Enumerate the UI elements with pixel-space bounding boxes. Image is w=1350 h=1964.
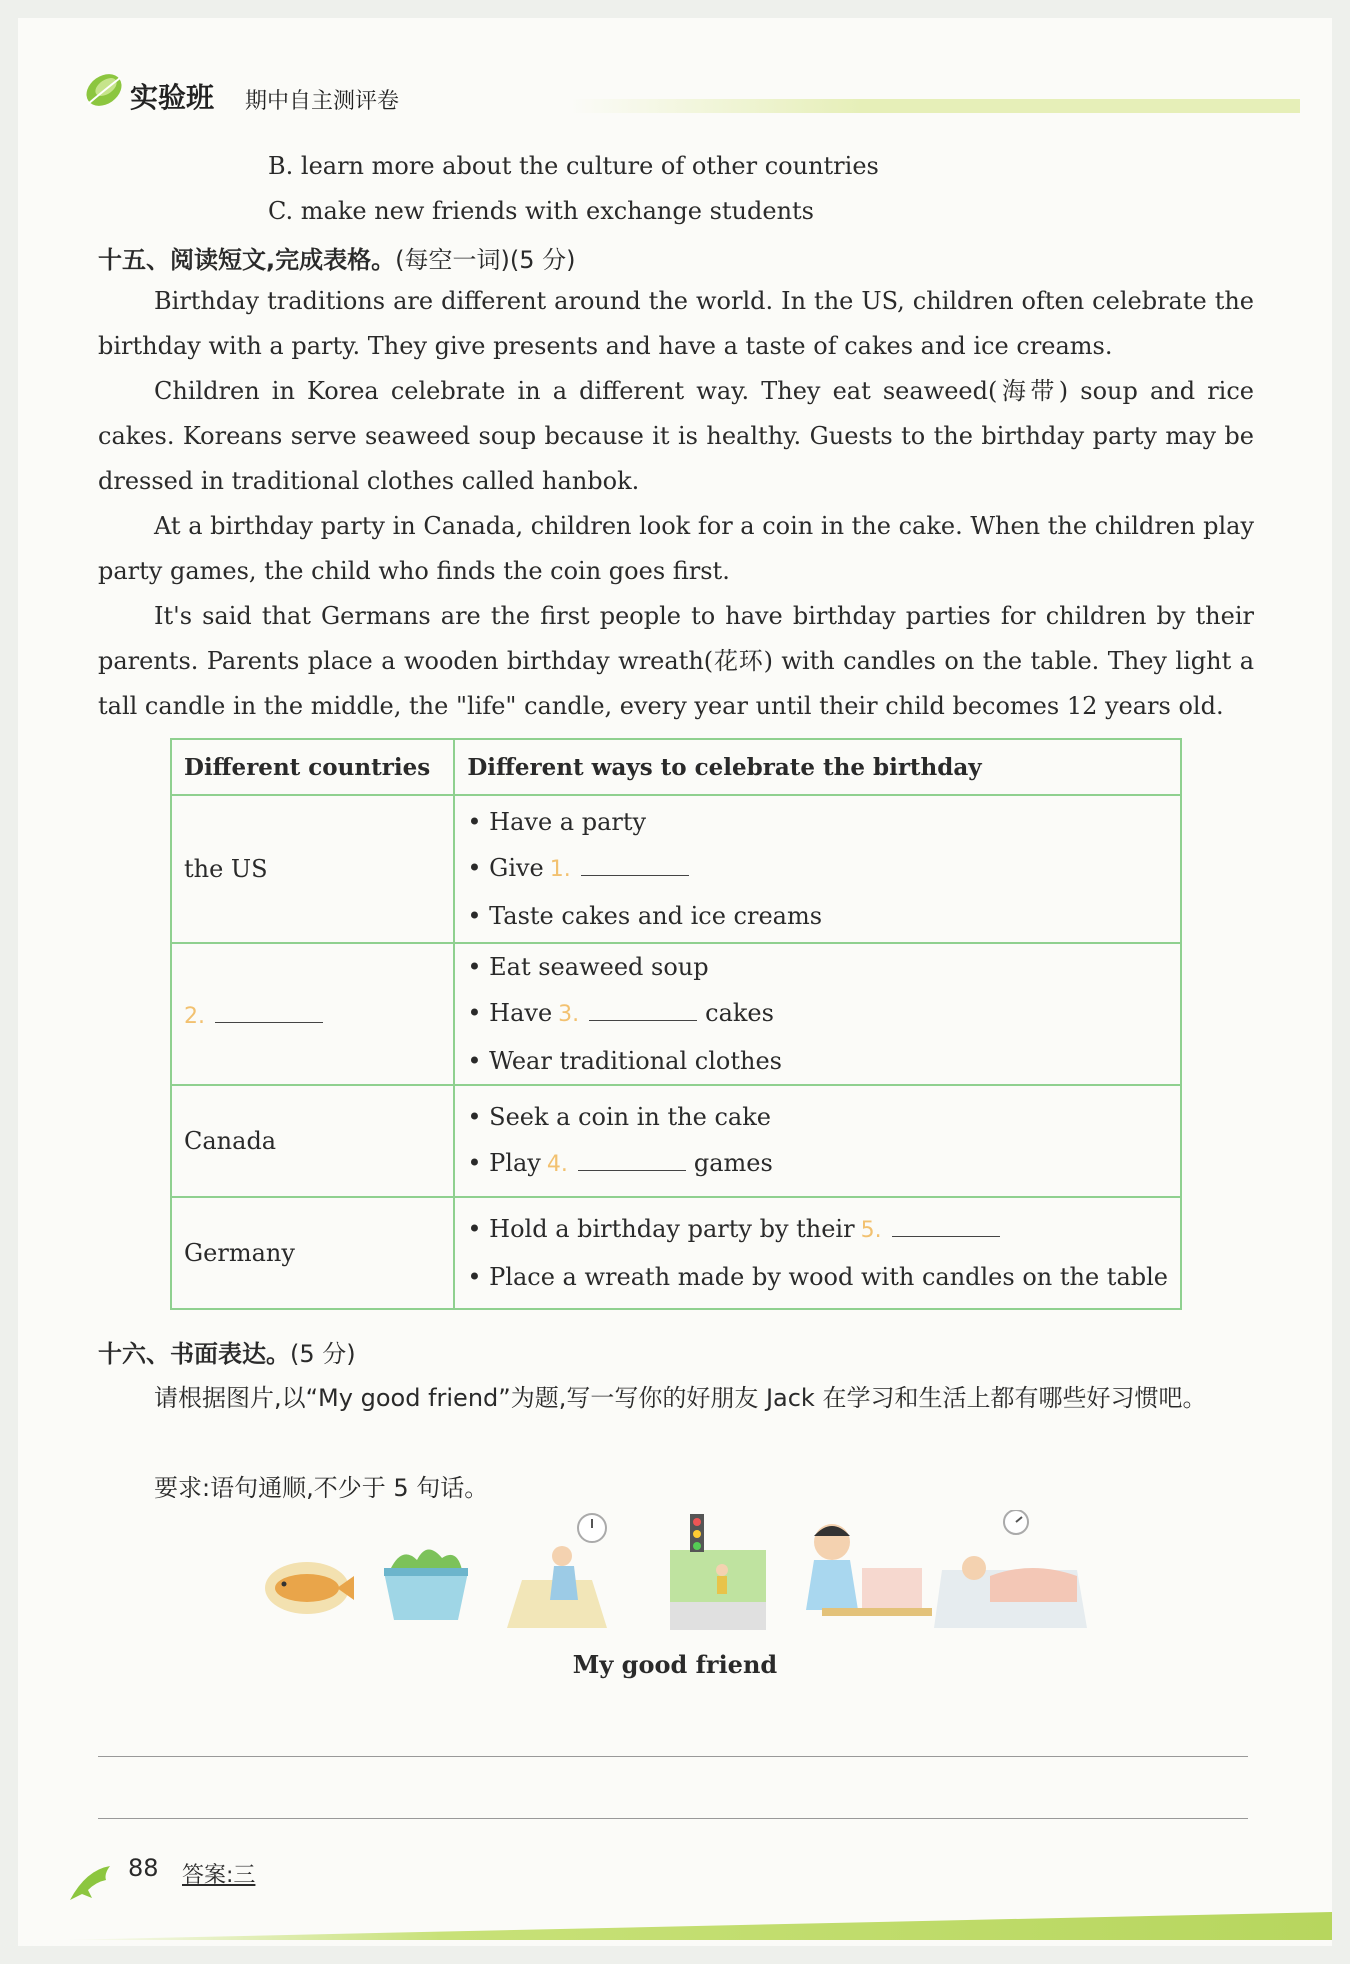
- section-16-heading: 十六、书面表达。: [98, 1340, 290, 1368]
- table-row: [171, 1197, 1181, 1309]
- header-ways: Different ways to celebrate the birthday: [454, 739, 1181, 795]
- essay-requirement: 要求:语句通顺,不少于 5 句话。: [154, 1474, 489, 1502]
- item-text: Give: [489, 854, 544, 882]
- reading-passage: [98, 279, 1254, 729]
- country-cell: Germany: [171, 1197, 454, 1309]
- list-item: • Seek a coin in the cake: [467, 1103, 771, 1131]
- passage-paragraph: At a birthday party in Canada, children look for a coin in the cake. When the children play party games, the child who finds the coin goes first.: [98, 512, 1254, 585]
- blank-number: 5.: [860, 1218, 882, 1243]
- leaf-logo-icon: [82, 70, 126, 110]
- list-item: • Have 3. cakes: [467, 999, 774, 1027]
- ways-cell: [454, 795, 1181, 943]
- table-row: [171, 795, 1181, 943]
- passage-paragraph: It's said that Germans are the first people to have birthday parties for children by their parents. Parents place a wooden birthday wreath(花环) with candles on the table. They light a tall candle in the middle, the "life" candle, every year until their child becomes 12 years old.: [98, 602, 1254, 720]
- blank-number: 1.: [549, 857, 571, 882]
- answer-blank-3[interactable]: [589, 998, 697, 1021]
- list-item: • Give 1.: [467, 845, 1168, 893]
- passage-paragraph: Children in Korea celebrate in a different way. They eat seaweed(海带) soup and rice cakes. Koreans serve seaweed soup because it is healthy. Guests to the birthday party may be dressed in traditional clothes called hanbok.: [98, 377, 1254, 495]
- passage-paragraph: Birthday traditions are different around the world. In the US, children often celebrate the birthday with a party. They give presents and have a taste of cakes and ice creams.: [98, 287, 1254, 360]
- country-cell: Canada: [171, 1085, 454, 1197]
- country-cell: [171, 943, 454, 1085]
- essay-instruction: 请根据图片,以“My good friend”为题,写一写你的好朋友 Jack 在学习和生活上都有哪些好习惯吧。: [154, 1384, 1207, 1412]
- answer-table: [170, 738, 1182, 1310]
- list-item: • Have a party: [467, 808, 647, 836]
- header-countries: Different countries: [171, 739, 454, 795]
- answer-blank-1[interactable]: [581, 853, 689, 876]
- table-row: [171, 1085, 1181, 1197]
- section-16-title: [98, 1334, 356, 1369]
- answer-blank-4[interactable]: [578, 1148, 686, 1171]
- fish-icon: [265, 1562, 354, 1614]
- item-text: Play: [489, 1149, 541, 1177]
- list-item: • Taste cakes and ice creams: [467, 902, 823, 930]
- item-text: Hold a birthday party by their: [489, 1215, 855, 1243]
- item-text: Eat seaweed soup: [489, 953, 709, 981]
- boy-studying-icon: [806, 1524, 932, 1616]
- header-stripe: [570, 99, 1300, 113]
- ways-cell: [454, 1197, 1181, 1309]
- blank-number: 4.: [546, 1152, 568, 1177]
- header-subtitle: 期中自主测评卷: [245, 89, 400, 114]
- item-text: Taste cakes and ice creams: [489, 902, 823, 930]
- habit-pictures: [262, 1510, 1092, 1640]
- writing-line[interactable]: [98, 1818, 1248, 1819]
- essay-title: My good friend: [572, 1650, 778, 1679]
- writing-line[interactable]: [98, 1756, 1248, 1757]
- item-text: cakes: [705, 999, 774, 1027]
- boy-sleeping-icon: [934, 1510, 1087, 1628]
- ways-cell: [454, 1085, 1181, 1197]
- item-text: Place a wreath made by wood with candles on the table: [489, 1263, 1168, 1291]
- item-text: Have: [489, 999, 553, 1027]
- table-row: [171, 943, 1181, 1085]
- answer-label: 答案:三: [182, 1863, 256, 1888]
- item-text: Have a party: [489, 808, 647, 836]
- section-15-heading: 十五、阅读短文,完成表格。: [98, 246, 396, 274]
- traffic-light-crossing-icon: [670, 1514, 766, 1630]
- dolphin-icon: [66, 1860, 120, 1908]
- page-number: 88: [128, 1854, 159, 1882]
- section-16-note: (5 分): [290, 1340, 356, 1368]
- section-15-note: (每空一词)(5 分): [395, 246, 576, 274]
- list-item: • Play 4. games: [467, 1149, 773, 1177]
- blank-number: 2.: [184, 1003, 205, 1029]
- section-15-title: [98, 240, 575, 275]
- item-text: Seek a coin in the cake: [489, 1103, 771, 1131]
- answer-blank-2[interactable]: [215, 1000, 323, 1023]
- option-c: C. make new friends with exchange students: [268, 197, 814, 225]
- vegetable-bowl-icon: [384, 1549, 468, 1620]
- option-b: B. learn more about the culture of other countries: [268, 152, 879, 180]
- table-header-row: [171, 739, 1181, 795]
- list-item: • Wear traditional clothes: [467, 1047, 782, 1075]
- brand-name: 实验班: [130, 81, 215, 114]
- ways-cell: [454, 943, 1181, 1085]
- list-item: • Hold a birthday party by their 5.: [467, 1206, 1168, 1254]
- country-cell: the US: [171, 795, 454, 943]
- list-item: • Place a wreath made by wood with candles on the table: [467, 1263, 1168, 1291]
- blank-number: 3.: [558, 1002, 580, 1027]
- list-item: • Eat seaweed soup: [467, 953, 709, 981]
- answer-blank-5[interactable]: [892, 1214, 1000, 1237]
- item-text: games: [693, 1149, 773, 1177]
- boy-waking-up-icon: [507, 1514, 607, 1628]
- item-text: Wear traditional clothes: [489, 1047, 782, 1075]
